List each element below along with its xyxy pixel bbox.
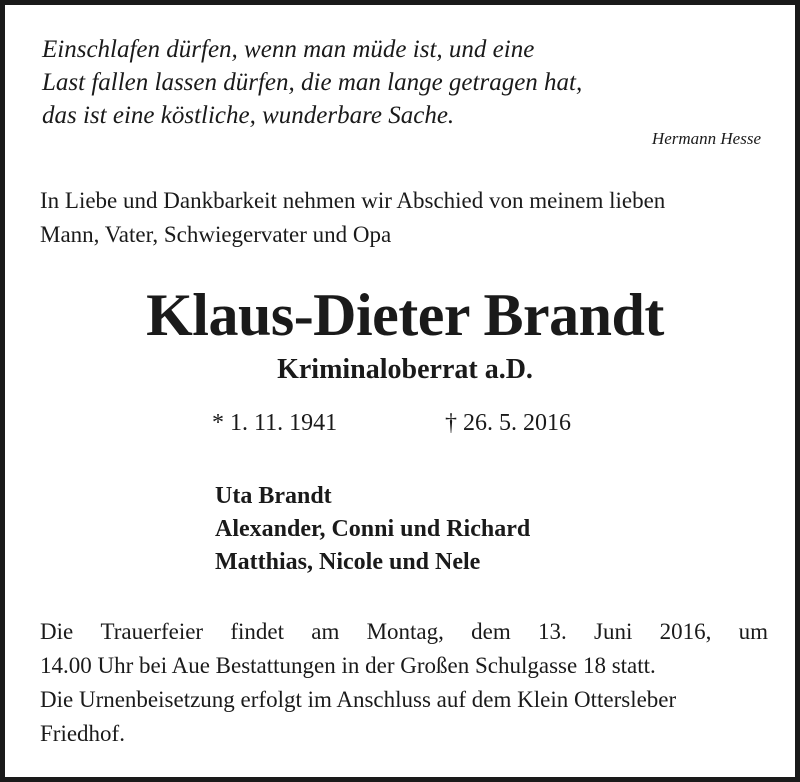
quote-line-2: Last fallen lassen dürfen, die man lange getragen hat, bbox=[42, 69, 583, 96]
funeral-line-4: Friedhof. bbox=[40, 721, 125, 746]
funeral-word: um bbox=[738, 619, 768, 644]
family-line-2: Alexander, Conni und Richard bbox=[215, 516, 531, 542]
funeral-line-2: 14.00 Uhr bei Aue Bestattungen in der Großen Schulgasse 18 statt. bbox=[40, 653, 656, 678]
quote-line-3: das ist eine köstliche, wunderbare Sache. bbox=[42, 102, 455, 129]
deceased-title: Kriminaloberrat a.D. bbox=[277, 354, 533, 385]
funeral-word: Montag, bbox=[366, 619, 444, 644]
funeral-line-1 bbox=[40, 619, 768, 645]
funeral-word: Juni bbox=[594, 619, 633, 644]
funeral-word: 2016, bbox=[659, 619, 712, 644]
funeral-word: am bbox=[311, 619, 340, 644]
funeral-word: 13. bbox=[538, 619, 567, 644]
birth-date: * 1. 11. 1941 bbox=[212, 410, 338, 436]
funeral-word: Trauerfeier bbox=[100, 619, 204, 644]
deceased-name: Klaus-Dieter Brandt bbox=[146, 282, 664, 348]
quote-author: Hermann Hesse bbox=[651, 129, 761, 148]
family-line-1: Uta Brandt bbox=[215, 483, 332, 509]
funeral-line-3: Die Urnenbeisetzung erfolgt im Anschluss auf dem Klein Ottersleber bbox=[40, 687, 677, 712]
quote-line-1: Einschlafen dürfen, wenn man müde ist, und eine bbox=[42, 36, 535, 63]
death-date: † 26. 5. 2016 bbox=[445, 410, 571, 436]
funeral-word: dem bbox=[471, 619, 511, 644]
funeral-word: findet bbox=[230, 619, 284, 644]
funeral-word: Die bbox=[40, 619, 74, 644]
intro-line-2: Mann, Vater, Schwiegervater und Opa bbox=[40, 222, 392, 247]
intro-line-1: In Liebe und Dankbarkeit nehmen wir Abschied von meinem lieben bbox=[40, 188, 666, 213]
family-line-3: Matthias, Nicole und Nele bbox=[215, 549, 481, 575]
